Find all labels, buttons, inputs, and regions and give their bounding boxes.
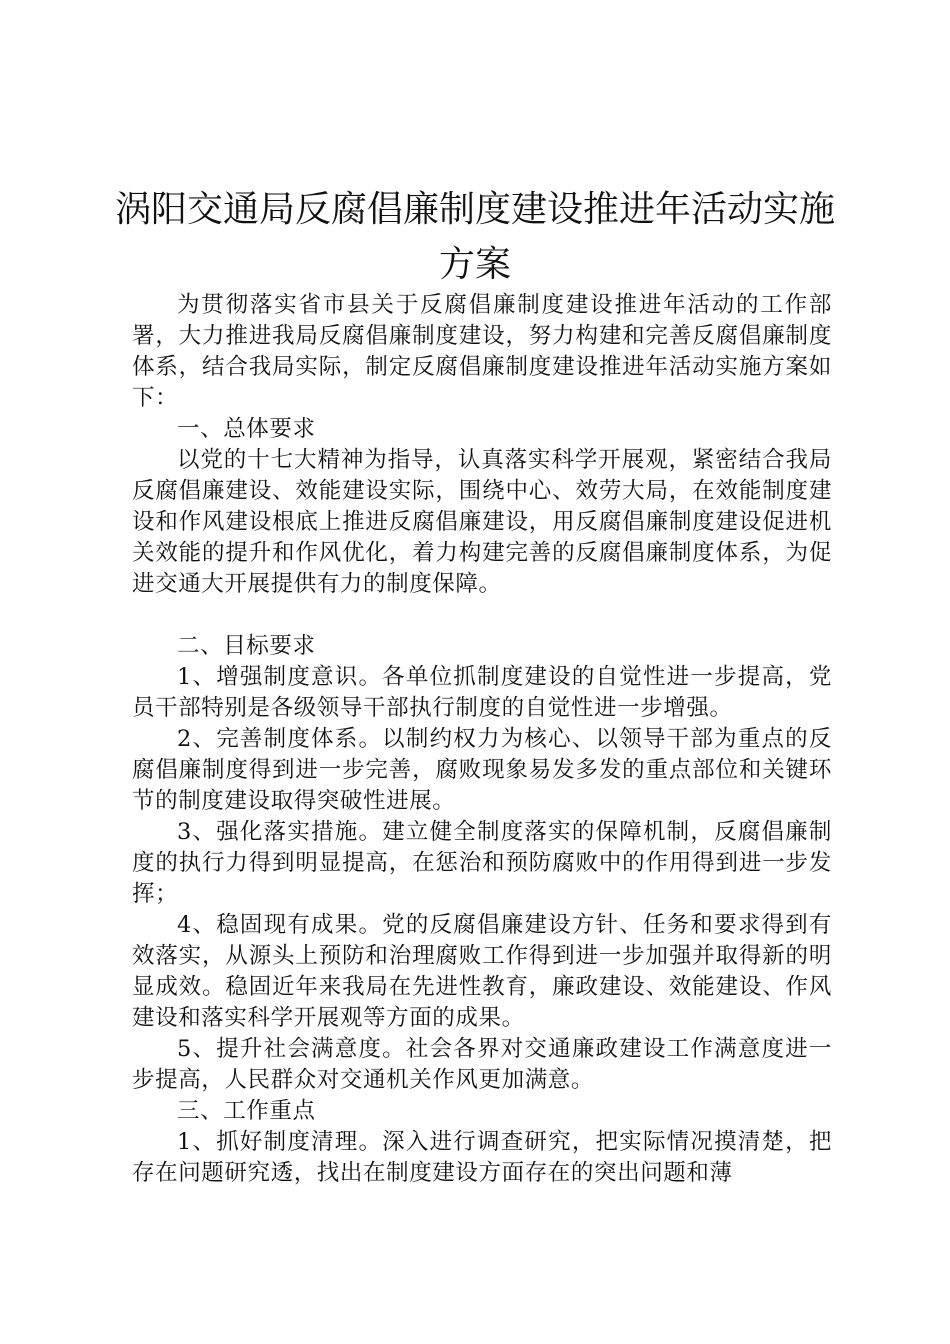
document-body — [132, 290, 832, 1189]
section-heading-general-requirements: 一、总体要求 — [177, 416, 316, 442]
document-title-line-1: 涡阳交通局反腐倡廉制度建设推进年活动实施 — [114, 189, 835, 230]
objective-item-1: 1、增强制度意识。各单位抓制度建设的自觉性进一步提高，党员干部特别是各级领导干部执行制度的自觉性进一步增强。 — [132, 664, 832, 721]
section-heading-objectives: 二、目标要求 — [177, 633, 316, 659]
work-priority-item-1: 1、抓好制度清理。深入进行调查研究，把实际情况摸清楚，把存在问题研究透，找出在制度建设方面存在的突出问题和薄 — [132, 1129, 832, 1186]
document-title-line-2: 方案 — [438, 244, 511, 285]
general-requirements-paragraph: 以党的十七大精神为指导，认真落实科学开展观，紧密结合我局反腐倡廉建设、效能建设实际，围绕中心、效劳大局，在效能制度建设和作风建设根底上推进反腐倡廉建设，用反腐倡廉制度建设促进机关效能的提升和作风优化，着力构建完善的反腐倡廉制度体系，为促进交通大开展提供有力的制度保障。 — [132, 447, 832, 597]
objective-item-3: 3、强化落实措施。建立健全制度落实的保障机制，反腐倡廉制度的执行力得到明显提高，在惩治和预防腐败中的作用得到进一步发挥； — [132, 819, 832, 907]
intro-paragraph: 为贯彻落实省市县关于反腐倡廉制度建设推进年活动的工作部署，大力推进我局反腐倡廉制度建设，努力构建和完善反腐倡廉制度体系，结合我局实际，制定反腐倡廉制度建设推进年活动实施方案如下： — [132, 292, 832, 411]
objective-item-2: 2、完善制度体系。以制约权力为核心、以领导干部为重点的反腐倡廉制度得到进一步完善，腐败现象易发多发的重点部位和关键环节的制度建设取得突破性进展。 — [132, 726, 832, 814]
section-heading-work-priorities: 三、工作重点 — [177, 1098, 316, 1124]
objective-item-4: 4、稳固现有成果。党的反腐倡廉建设方针、任务和要求得到有效落实，从源头上预防和治理腐败工作得到进一步加强并取得新的明显成效。稳固近年来我局在先进性教育，廉政建设、效能建设、作风建设和落实科学开展观等方面的成果。 — [132, 912, 832, 1031]
objective-item-5: 5、提升社会满意度。社会各界对交通廉政建设工作满意度进一步提高，人民群众对交通机关作风更加满意。 — [132, 1036, 832, 1093]
